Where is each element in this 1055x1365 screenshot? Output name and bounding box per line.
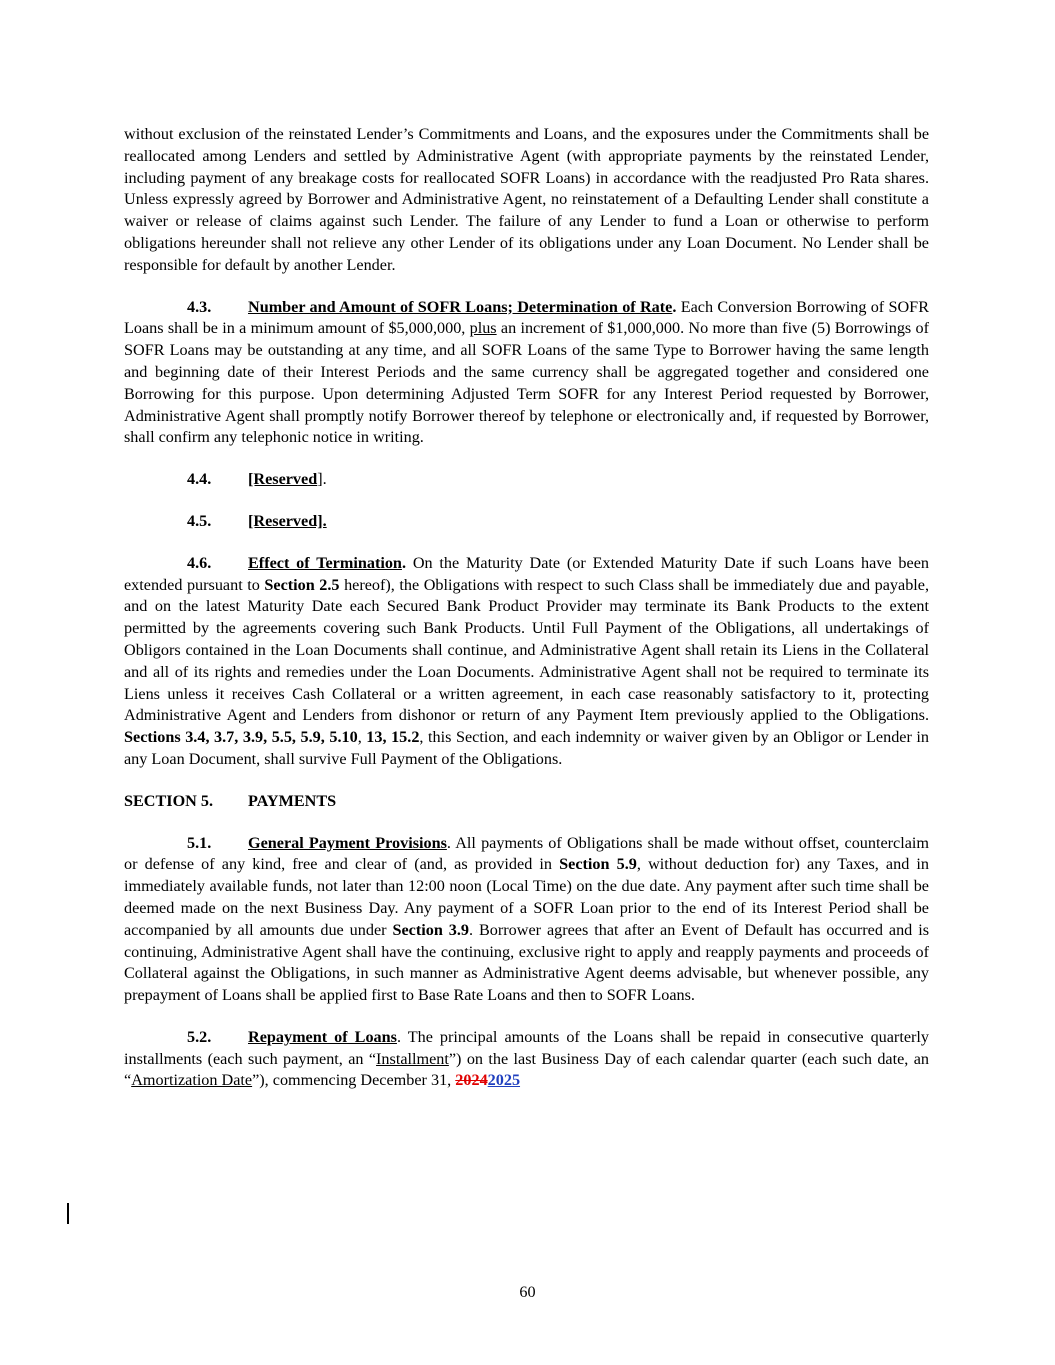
heading-period: . — [672, 297, 677, 316]
defined-term: Installment — [376, 1049, 449, 1068]
body-text: ”), commencing December 31, — [252, 1071, 456, 1090]
section-heading: Repayment of Loans — [248, 1027, 397, 1046]
heading-tail: ]. — [317, 470, 327, 489]
section-heading: Number and Amount of SOFR Loans; Determination of Rate — [248, 297, 673, 316]
body-text: . Borrower agrees that after an Event of Default has occurred and is continuing, Administrative Agent shall have the continuing, exclusive right to apply and reapply payments and proceeds of Collateral against the Obligations, in such manner as Administrative Agent deems advisable, but whenever possible, any prepayment of Loans shall be applied first to Base Rate Loans and then to SOFR Loans. — [124, 920, 930, 1005]
body-text: . All payments of Obligations shall be made without offset, counterclaim or defense of any kind, free and clear of (and, as provided in — [124, 833, 929, 874]
section-number: 5.2. — [187, 1027, 212, 1046]
section-number: 4.5. — [187, 511, 212, 530]
inserted-year: 2025 — [487, 1071, 521, 1090]
section-number: 4.4. — [187, 470, 212, 489]
section-number: 4.3. — [187, 297, 212, 316]
section-heading: General Payment Provisions — [248, 833, 447, 852]
section-4-5 — [124, 511, 929, 533]
section-5-1 — [124, 833, 929, 1007]
document-page — [124, 124, 929, 1092]
body-text: hereof), the Obligations with respect to such Class shall be immediately due and payable, and on the latest Maturity Date each Secured Bank Product Provider may terminate its Bank Products to the extent permitted by the agreements covering such Bank Products. Until Full Payment of the Obligations, all undertakings of Obligors contained in the Loan Documents shall continue, and Administrative Agent shall retain its Liens in the Collateral and all of its rights and remedies under the Loan Documents. Administrative Agent shall not be required to terminate its Liens unless it receives Cash Collateral or a written agreement, in each case reasonably satisfactory to it, protecting Administrative Agent and Lenders from dishonor or return of any Payment Item previously applied to the Obligations. — [124, 575, 930, 725]
body-text: On the Maturity Date (or Extended Maturity Date if such Loans have been extended pursuant to — [124, 553, 929, 594]
body-text: an increment of $1,000,000. No more than five (5) Borrowings of SOFR Loans may be outstanding at any time, and all SOFR Loans of the same Type to Borrower having the same length and beginning date of their Interest Periods and the same currency shall be aggregated together and considered one Borrowing for this purpose. Upon determining Adjusted Term SOFR for any Interest Period requested by Borrower, Administrative Agent shall promptly notify Borrower thereof by telephone or electronically and, if requested by Borrower, shall confirm any telephonic notice in writing. — [124, 319, 929, 447]
cross-reference: Sections 3.4, 3.7, 3.9, 5.5, 5.9, 5.10 — [124, 728, 358, 747]
body-text: ”) on the last Business Day of each calendar quarter (each such date, an “ — [124, 1049, 929, 1090]
cross-reference: Section 2.5 — [264, 575, 340, 594]
section-heading: [Reserved — [248, 470, 318, 489]
section-4-6 — [124, 553, 929, 771]
page-number: 60 — [519, 1283, 536, 1301]
section-number: 5.1. — [187, 833, 212, 852]
section-number: SECTION 5. — [124, 791, 214, 810]
body-text: , without deduction for) any Taxes, and in immediately available funds, not later than 12:00 noon (Local Time) on the due date. Any payment after such time shall be deemed made on the next Business Day. Any payment of a SOFR Loan prior to the end of its Interest Period shall be accompanied by all amounts due under — [124, 855, 930, 939]
body-text: Each Conversion Borrowing of SOFR Loans shall be in a minimum amount of $5,000,000, — [124, 297, 929, 338]
defined-term: Amortization Date — [131, 1071, 253, 1090]
cross-reference: Section 3.9 — [392, 920, 469, 939]
continuation-paragraph — [124, 124, 929, 277]
section-4-3 — [124, 297, 929, 450]
section-heading: [Reserved]. — [248, 511, 327, 530]
heading-period: . — [401, 553, 406, 572]
defined-term-plus: plus — [469, 319, 497, 338]
deleted-year: 2024 — [455, 1071, 488, 1090]
continuation-text: without exclusion of the reinstated Lender’s Commitments and Loans, and the exposures under the Commitments shall be reallocated among Lenders and settled by Administrative Agent (with appropriate payments by the reinstated Lender, including payment of any breakage costs for reallocated SOFR Loans) in accordance with the readjusted Pro Rata shares. Unless expressly agreed by Borrower and Administrative Agent, no reinstatement of a Defaulting Lender shall constitute a waiver or release of claims against such Lender. The failure of any Lender to fund a Loan or otherwise to perform obligations hereunder shall not relieve any other Lender of its obligations under any Loan Document. No Lender shall be responsible for default by another Lender. — [124, 125, 929, 274]
cross-reference: 13, 15.2 — [366, 728, 420, 747]
body-text: . The principal amounts of the Loans shall be repaid in consecutive quarterly installments (each such payment, an “ — [124, 1027, 929, 1068]
section-4-4 — [124, 469, 929, 491]
section-number: 4.6. — [187, 553, 212, 572]
section-title-text: PAYMENTS — [248, 791, 337, 810]
body-text: , — [357, 728, 367, 747]
cross-reference: Section 5.9 — [559, 855, 637, 874]
revision-change-bar — [67, 1203, 69, 1224]
section-5-2 — [124, 1027, 929, 1092]
section-5-title — [124, 791, 929, 813]
body-text: , this Section, and each indemnity or waiver given by an Obligor or Lender in any Loan Document, shall survive Full Payment of the Obligations. — [124, 728, 930, 768]
section-heading: Effect of Termination — [248, 553, 402, 572]
